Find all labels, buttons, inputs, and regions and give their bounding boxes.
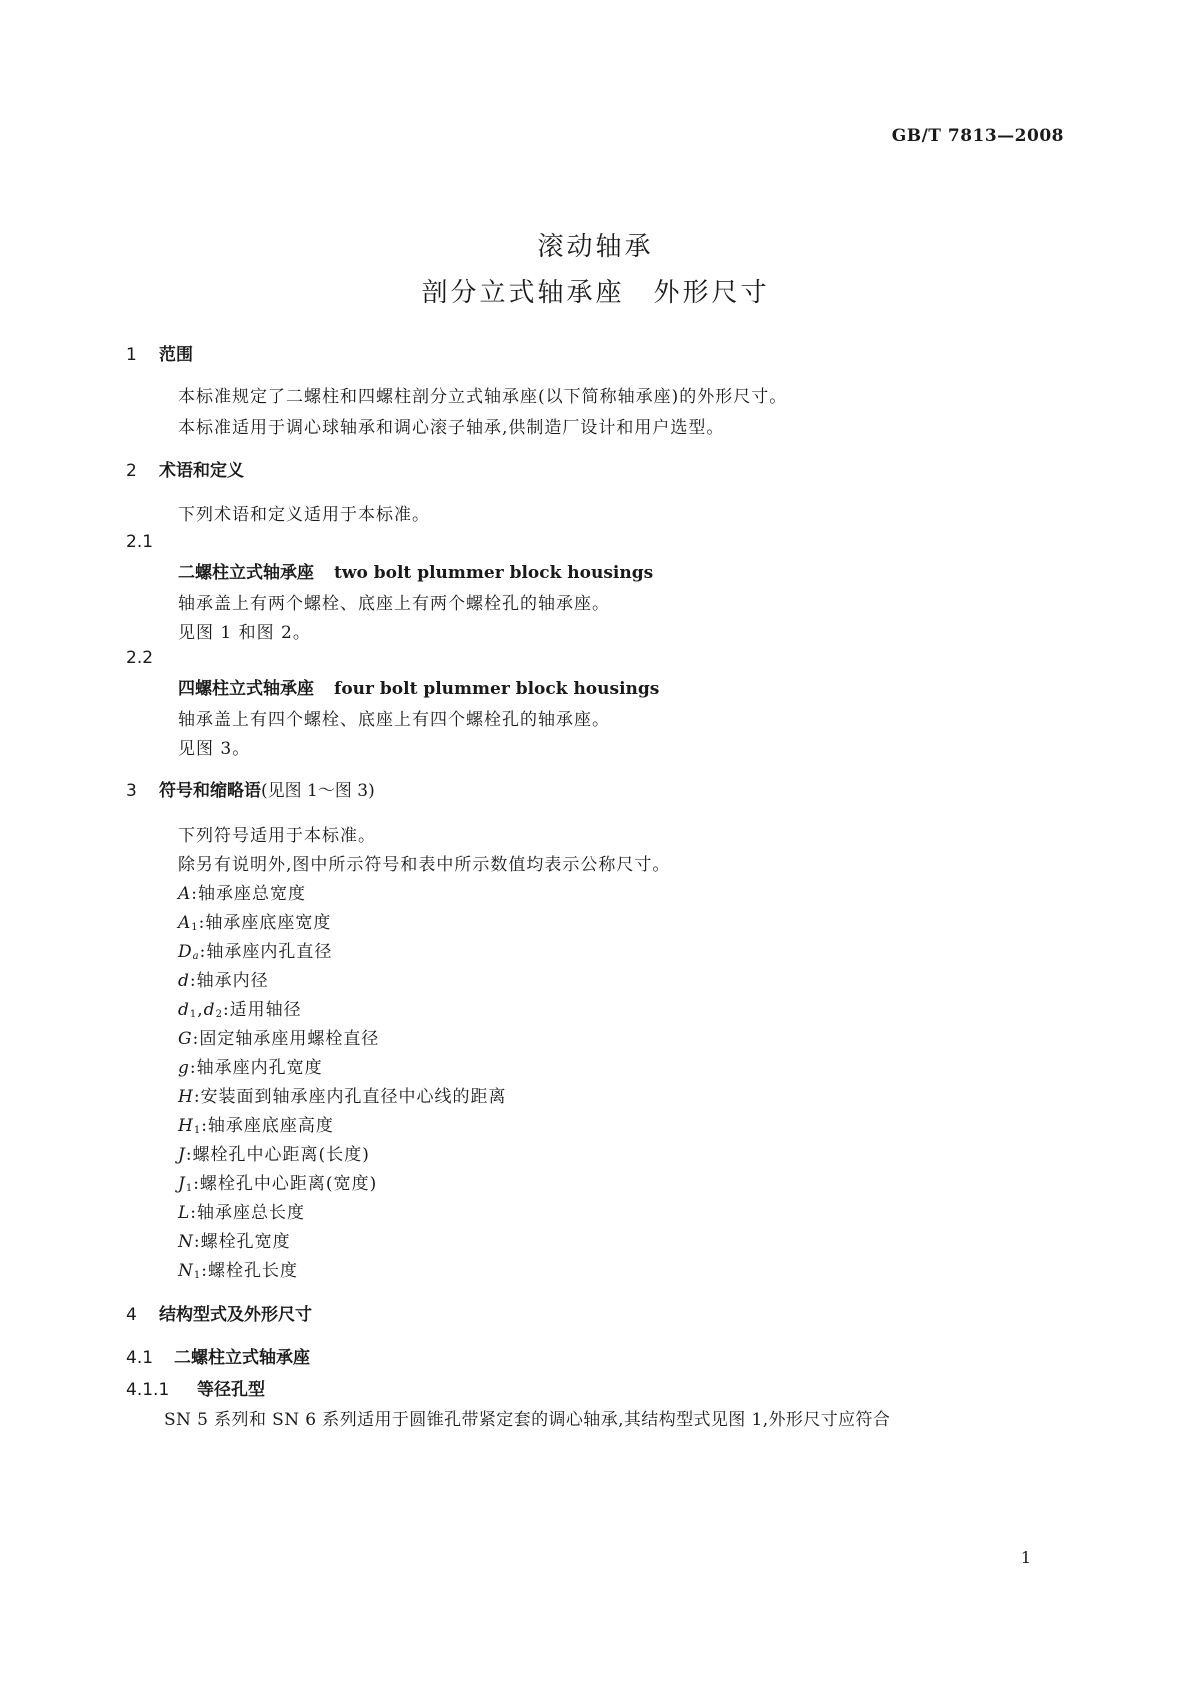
term-number: 2.1 xyxy=(126,532,154,552)
paragraph: SN 5 系列和 SN 6 系列适用于圆锥孔带紧定套的调心轴承,其结构型式见图 1,外形尺寸应符合 xyxy=(164,1410,891,1430)
paragraph: 本标准适用于调心球轴承和调心滚子轴承,供制造厂设计和用户选型。 xyxy=(178,418,725,438)
section-title: 符号和缩略语 xyxy=(159,781,261,801)
section-title: 术语和定义 xyxy=(159,461,244,481)
paragraph: 除另有说明外,图中所示符号和表中所示数值均表示公称尺寸。 xyxy=(178,855,671,875)
symbol-item: d:轴承内径 xyxy=(178,971,269,991)
symbol-item: A:轴承座总宽度 xyxy=(178,884,307,904)
page-number: 1 xyxy=(1020,1548,1031,1567)
term-definition: 轴承盖上有两个螺栓、底座上有两个螺栓孔的轴承座。 xyxy=(178,594,610,614)
symbol-item: H:安装面到轴承座内孔直径中心线的距离 xyxy=(178,1087,507,1107)
term-reference: 见图 3。 xyxy=(178,739,251,759)
section-1-heading xyxy=(126,340,193,365)
symbol-item: g:轴承座内孔宽度 xyxy=(178,1058,323,1078)
paragraph: 下列符号适用于本标准。 xyxy=(178,826,376,846)
term-heading xyxy=(178,558,653,583)
section-title: 范围 xyxy=(159,345,193,365)
section-3-heading xyxy=(126,776,375,801)
term-definition: 轴承盖上有四个螺栓、底座上有四个螺栓孔的轴承座。 xyxy=(178,710,610,730)
term-heading xyxy=(178,674,659,699)
term-number: 2.2 xyxy=(126,648,154,668)
section-number: 1 xyxy=(126,345,137,365)
standard-number: GB/T 7813—2008 xyxy=(891,126,1064,146)
paragraph: 下列术语和定义适用于本标准。 xyxy=(178,505,430,525)
symbol-item: Da:轴承座内孔直径 xyxy=(178,942,333,962)
symbol-item: $d_1,d_2$:适用轴径 xyxy=(178,1000,302,1020)
section-number: 4 xyxy=(126,1305,137,1325)
symbol-item: $N_1$:螺栓孔长度 xyxy=(178,1261,298,1281)
term-reference: 见图 1 和图 2。 xyxy=(178,623,311,643)
symbol-item: L:轴承座总长度 xyxy=(178,1203,306,1223)
section-title: 结构型式及外形尺寸 xyxy=(159,1305,312,1325)
symbol-item: N:螺栓孔宽度 xyxy=(178,1232,291,1252)
section-number: 3 xyxy=(126,781,137,801)
symbol-item: G:固定轴承座用螺栓直径 xyxy=(178,1029,380,1049)
symbol-item: $A_1$:轴承座底座宽度 xyxy=(178,913,332,933)
symbol-item: $J_1$:螺栓孔中心距离(宽度) xyxy=(178,1174,378,1194)
paragraph: 本标准规定了二螺柱和四螺柱剖分立式轴承座(以下简称轴承座)的外形尺寸。 xyxy=(178,387,788,407)
title-line-1: 滚动轴承 xyxy=(537,232,654,262)
symbol-item: $H_1$:轴承座底座高度 xyxy=(178,1116,334,1136)
section-4-heading xyxy=(126,1300,312,1325)
section-2-heading xyxy=(126,456,244,481)
term-en: four bolt plummer block housings xyxy=(334,679,660,699)
title-line-2: 剖分立式轴承座 外形尺寸 xyxy=(421,278,770,308)
symbol-item: J:螺栓孔中心距离(长度) xyxy=(178,1145,370,1165)
subsection-4-1-1-heading: 4.1.1 等径孔型 xyxy=(126,1380,265,1400)
term-zh: 四螺柱立式轴承座 xyxy=(178,679,314,699)
section-title-suffix: (见图 1～图 3) xyxy=(261,781,375,801)
section-number: 2 xyxy=(126,461,137,481)
subsection-4-1-heading: 4.1 二螺柱立式轴承座 xyxy=(126,1348,310,1368)
term-zh: 二螺柱立式轴承座 xyxy=(178,563,314,583)
term-en: two bolt plummer block housings xyxy=(334,563,654,583)
